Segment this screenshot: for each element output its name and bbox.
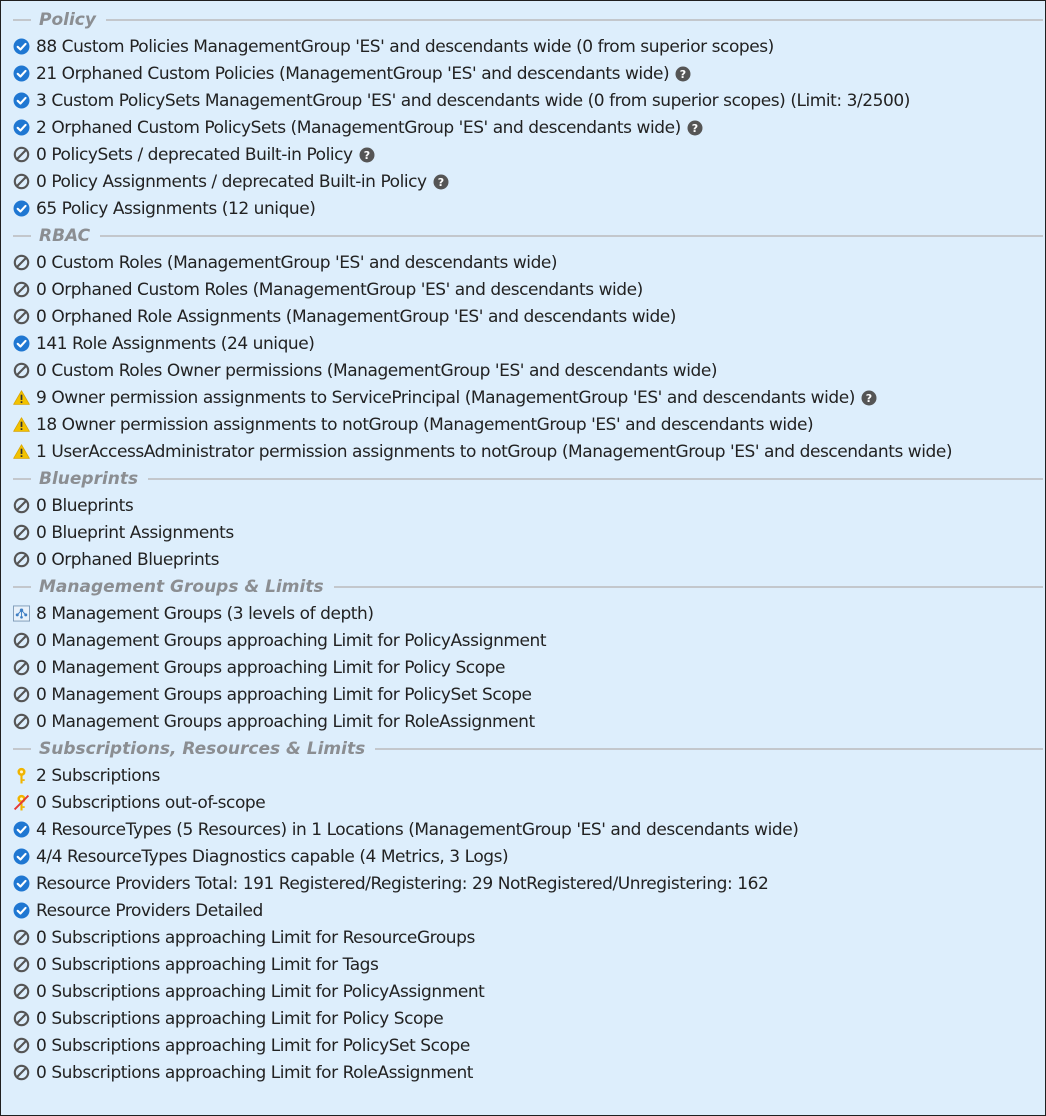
ban-icon xyxy=(13,929,30,946)
summary-item xyxy=(1,681,1045,708)
ban-icon xyxy=(13,659,30,676)
summary-item xyxy=(1,114,1045,141)
management-group-icon xyxy=(13,605,30,622)
summary-item-text: 4 ResourceTypes (5 Resources) in 1 Locations (ManagementGroup 'ES' and descendants wide) xyxy=(36,819,799,840)
section-title: RBAC xyxy=(39,225,91,246)
ban-icon xyxy=(13,524,30,541)
summary-item-text: 0 Orphaned Role Assignments (ManagementGroup 'ES' and descendants wide) xyxy=(36,306,676,327)
summary-item xyxy=(1,897,1045,924)
ban-icon xyxy=(13,497,30,514)
summary-item-text: 0 Subscriptions out-of-scope xyxy=(36,792,266,813)
summary-item-text: 0 Policy Assignments / deprecated Built-in Policy xyxy=(36,171,427,192)
section-header-3 xyxy=(1,573,1045,600)
section-divider xyxy=(148,478,1043,480)
section-divider xyxy=(100,235,1043,237)
summary-item xyxy=(1,168,1045,195)
summary-item xyxy=(1,762,1045,789)
section-divider-lead xyxy=(13,235,31,237)
ban-icon xyxy=(13,362,30,379)
section-divider-lead xyxy=(13,586,31,588)
svg-text:?: ? xyxy=(865,391,873,405)
ban-icon xyxy=(13,983,30,1000)
ban-icon xyxy=(13,713,30,730)
ban-icon xyxy=(13,173,30,190)
summary-item xyxy=(1,654,1045,681)
summary-item xyxy=(1,60,1045,87)
summary-item-text: 2 Subscriptions xyxy=(36,765,160,786)
summary-item xyxy=(1,276,1045,303)
summary-item-text: 21 Orphaned Custom Policies (ManagementGroup 'ES' and descendants wide) xyxy=(36,63,670,84)
summary-item-text: Resource Providers Total: 191 Registered/Registering: 29 NotRegistered/Unregistering: 162 xyxy=(36,873,769,894)
summary-item xyxy=(1,411,1045,438)
section-divider-lead xyxy=(13,478,31,480)
svg-text:?: ? xyxy=(691,121,698,135)
section-header-1 xyxy=(1,222,1045,249)
summary-item xyxy=(1,357,1045,384)
summary-item xyxy=(1,627,1045,654)
check-circle-icon xyxy=(13,902,30,919)
summary-item-text: 0 PolicySets / deprecated Built-in Policy xyxy=(36,144,353,165)
ban-icon xyxy=(13,1037,30,1054)
help-icon[interactable] xyxy=(687,120,703,136)
summary-item-text: Resource Providers Detailed xyxy=(36,900,263,921)
summary-item-text: 1 UserAccessAdministrator permission assignments to notGroup (ManagementGroup 'ES' and descendants wide) xyxy=(36,441,953,462)
summary-item-text: 0 Management Groups approaching Limit for PolicyAssignment xyxy=(36,630,547,651)
help-icon[interactable] xyxy=(359,147,375,163)
check-circle-icon xyxy=(13,200,30,217)
section-divider xyxy=(106,19,1043,21)
summary-item-text: 0 Subscriptions approaching Limit for RoleAssignment xyxy=(36,1062,474,1083)
section-header-0 xyxy=(1,6,1045,33)
summary-item xyxy=(1,195,1045,222)
ban-icon xyxy=(13,146,30,163)
help-icon[interactable] xyxy=(433,174,449,190)
summary-item xyxy=(1,519,1045,546)
ban-icon xyxy=(13,254,30,271)
svg-text:?: ? xyxy=(437,175,444,189)
summary-list xyxy=(1,6,1045,1086)
summary-item xyxy=(1,1059,1045,1086)
section-divider xyxy=(375,748,1043,750)
summary-item-text: 0 Subscriptions approaching Limit for ResourceGroups xyxy=(36,927,475,948)
summary-item xyxy=(1,924,1045,951)
summary-item xyxy=(1,384,1045,411)
section-header-4 xyxy=(1,735,1045,762)
summary-item-text: 65 Policy Assignments (12 unique) xyxy=(36,198,316,219)
svg-text:?: ? xyxy=(680,67,687,81)
summary-item xyxy=(1,141,1045,168)
summary-item-text: 0 Subscriptions approaching Limit for PolicyAssignment xyxy=(36,981,485,1002)
section-header-2 xyxy=(1,465,1045,492)
summary-item-text: 0 Custom Roles (ManagementGroup 'ES' and descendants wide) xyxy=(36,252,558,273)
summary-item xyxy=(1,951,1045,978)
summary-item-text: 8 Management Groups (3 levels of depth) xyxy=(36,603,374,624)
summary-item-text: 88 Custom Policies ManagementGroup 'ES' and descendants wide (0 from superior scopes) xyxy=(36,36,774,57)
summary-item-text: 0 Blueprints xyxy=(36,495,134,516)
svg-text:?: ? xyxy=(363,148,370,162)
summary-item-text: 0 Subscriptions approaching Limit for Policy Scope xyxy=(36,1008,444,1029)
summary-item xyxy=(1,303,1045,330)
section-divider-lead xyxy=(13,19,31,21)
check-circle-icon xyxy=(13,875,30,892)
summary-item xyxy=(1,978,1045,1005)
summary-item-text: 9 Owner permission assignments to ServicePrincipal (ManagementGroup 'ES' and descendants wide) xyxy=(36,387,855,408)
summary-item xyxy=(1,492,1045,519)
warning-icon xyxy=(13,416,30,433)
summary-item xyxy=(1,600,1045,627)
summary-item-text: 0 Orphaned Blueprints xyxy=(36,549,219,570)
section-title: Policy xyxy=(39,9,96,30)
ban-icon xyxy=(13,551,30,568)
summary-item-text: 141 Role Assignments (24 unique) xyxy=(36,333,315,354)
section-divider-lead xyxy=(13,748,31,750)
help-icon[interactable] xyxy=(675,66,691,82)
help-icon[interactable] xyxy=(861,390,877,406)
check-circle-icon xyxy=(13,335,30,352)
summary-item xyxy=(1,1005,1045,1032)
ban-icon xyxy=(13,281,30,298)
ban-icon xyxy=(13,1010,30,1027)
summary-item xyxy=(1,249,1045,276)
summary-item xyxy=(1,87,1045,114)
summary-item-text: 0 Management Groups approaching Limit for PolicySet Scope xyxy=(36,684,532,705)
check-circle-icon xyxy=(13,65,30,82)
warning-icon xyxy=(13,443,30,460)
summary-item-text: 3 Custom PolicySets ManagementGroup 'ES' and descendants wide (0 from superior scopes) (Limit: 3/2500) xyxy=(36,90,910,111)
summary-item xyxy=(1,546,1045,573)
section-title: Subscriptions, Resources & Limits xyxy=(39,738,366,759)
summary-item xyxy=(1,816,1045,843)
summary-item-text: 0 Management Groups approaching Limit for Policy Scope xyxy=(36,657,505,678)
summary-item-text: 0 Subscriptions approaching Limit for Tags xyxy=(36,954,379,975)
summary-item-text: 2 Orphaned Custom PolicySets (ManagementGroup 'ES' and descendants wide) xyxy=(36,117,681,138)
summary-item-text: 4/4 ResourceTypes Diagnostics capable (4 Metrics, 3 Logs) xyxy=(36,846,509,867)
summary-item xyxy=(1,789,1045,816)
summary-item xyxy=(1,1032,1045,1059)
check-circle-icon xyxy=(13,92,30,109)
warning-icon xyxy=(13,389,30,406)
summary-item-text: 0 Subscriptions approaching Limit for PolicySet Scope xyxy=(36,1035,470,1056)
summary-item xyxy=(1,843,1045,870)
summary-item-text: 0 Custom Roles Owner permissions (ManagementGroup 'ES' and descendants wide) xyxy=(36,360,718,381)
summary-item-text: 0 Orphaned Custom Roles (ManagementGroup 'ES' and descendants wide) xyxy=(36,279,643,300)
section-title: Blueprints xyxy=(39,468,139,489)
ban-icon xyxy=(13,686,30,703)
check-circle-icon xyxy=(13,119,30,136)
summary-item-text: 0 Blueprint Assignments xyxy=(36,522,234,543)
subscription-out-of-scope-icon xyxy=(13,794,30,811)
section-divider xyxy=(334,586,1043,588)
section-title: Management Groups & Limits xyxy=(39,576,324,597)
summary-item xyxy=(1,330,1045,357)
ban-icon xyxy=(13,956,30,973)
summary-item xyxy=(1,708,1045,735)
subscription-key-icon xyxy=(13,767,30,784)
ban-icon xyxy=(13,632,30,649)
summary-item-text: 0 Management Groups approaching Limit for RoleAssignment xyxy=(36,711,535,732)
summary-item xyxy=(1,870,1045,897)
summary-item xyxy=(1,438,1045,465)
summary-item-text: 18 Owner permission assignments to notGroup (ManagementGroup 'ES' and descendants wide) xyxy=(36,414,814,435)
check-circle-icon xyxy=(13,848,30,865)
check-circle-icon xyxy=(13,38,30,55)
ban-icon xyxy=(13,308,30,325)
summary-item xyxy=(1,33,1045,60)
ban-icon xyxy=(13,1064,30,1081)
check-circle-icon xyxy=(13,821,30,838)
